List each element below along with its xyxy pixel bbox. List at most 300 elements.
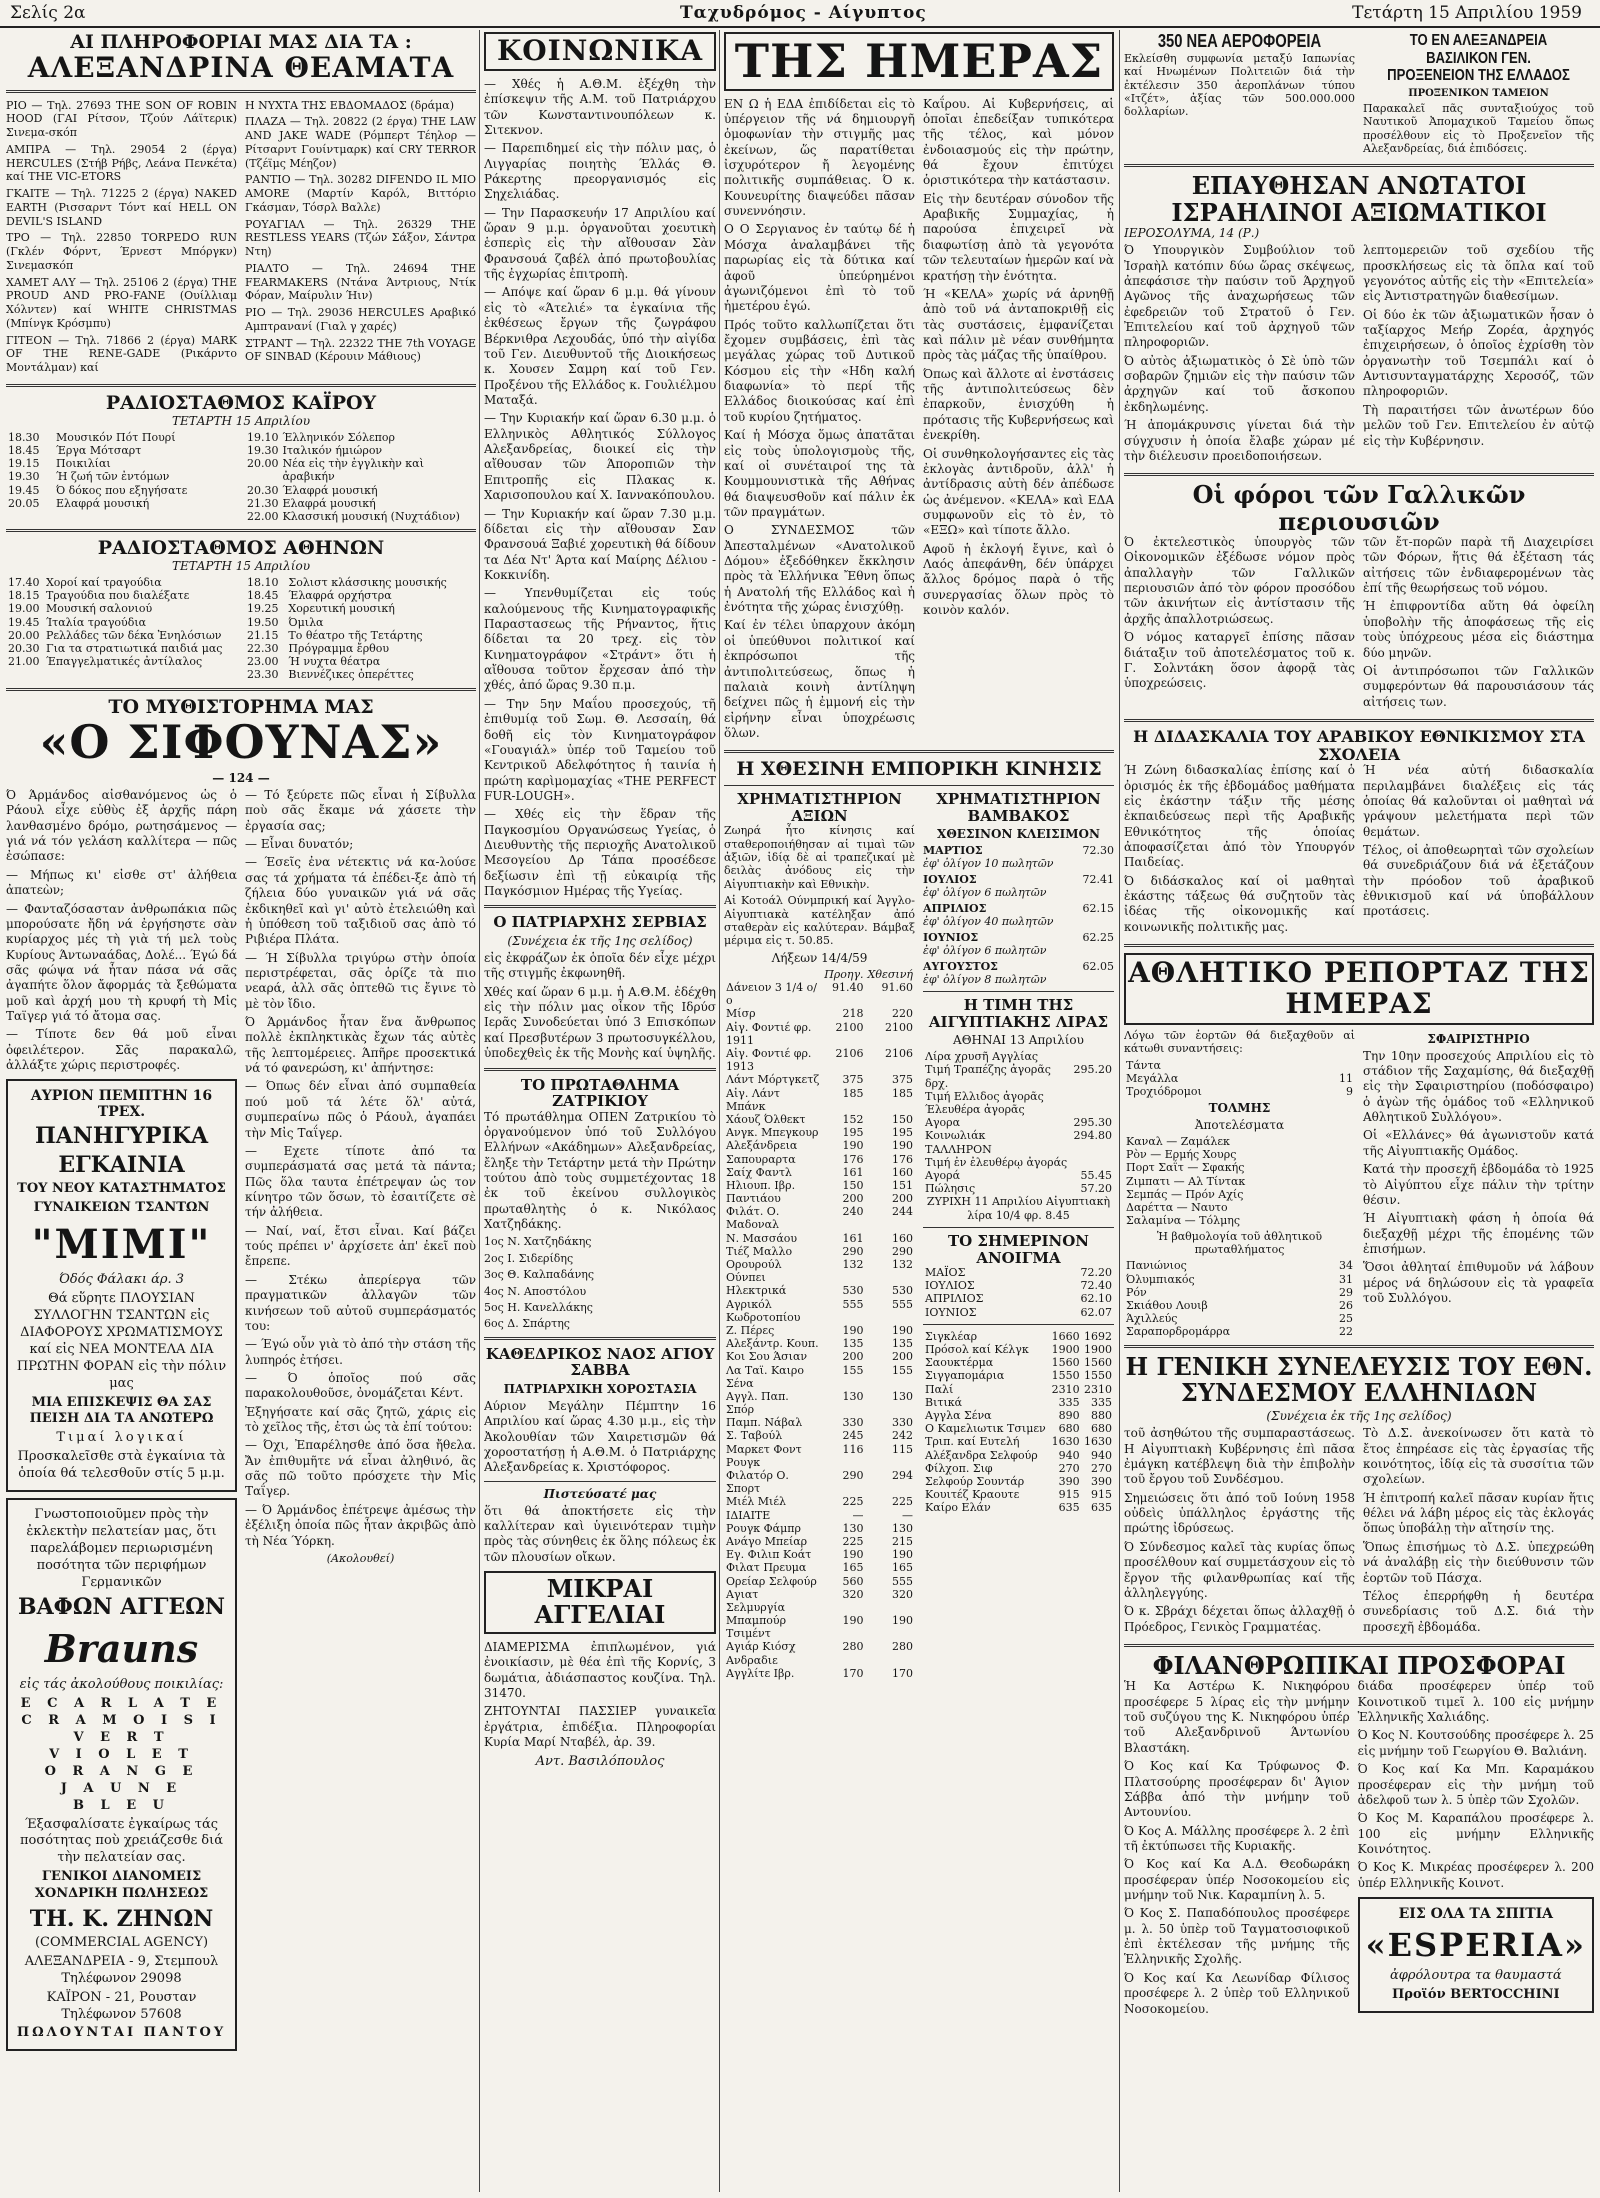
assembly-paragraph: Τὸ Δ.Σ. ἀνεκοίνωσεν ὅτι κατὰ τὸ ἔτος ἐπηρέασε εἰς τὰς ἐργασίας τῆς κοινότητος, ἰδίᾳ εἰς τὰ συσσίτια τῶν σχολείων.	[1363, 1426, 1594, 1487]
cinema-listing: ΡΙΟ — Τηλ. 27693 THE SON OF ROBIN HOOD (ΓΑΙ Ρίτσον, Τζούν Λάϊτερικ) Σινεμα-σκόπ	[6, 98, 237, 140]
radio-slot	[6, 655, 237, 668]
arabic-text-right	[1363, 763, 1594, 938]
stock-row-cell: 165	[842, 1561, 864, 1575]
radio-slot	[245, 457, 476, 483]
stock-row-cell: 390	[1091, 1474, 1112, 1488]
radio-slot-cell: Ρελλάδες τῶν δέκα Ἐνηλόσιων	[45, 628, 222, 642]
radio-slot-cell: 19.45	[8, 615, 40, 629]
stock-row-cell: 170	[842, 1666, 864, 1680]
stock-row-cell: 1560	[1051, 1356, 1080, 1370]
stock-row-cell: Φιλατ Πρευμα	[726, 1561, 807, 1575]
cinema-listing: ΤΡΟ — Τηλ. 22850 TORPEDO RUN (Γκλέν Φόρντ, Έρνεστ Μπόργκν) Σινεμασκόπ	[6, 231, 237, 272]
ad-esperia-title: ΕΙΣ ΟΛΑ ΤΑ ΣΠΙΤΙΑ	[1398, 1906, 1554, 1923]
cotton-month: ΑΠΡΙΛΙΟΣ	[923, 902, 987, 916]
stock-row-cell: 190	[892, 1139, 913, 1153]
small-ad: ΖΗΤΟΥΝΤΑΙ ΠΑΣΣΙΕΡ γυναικεῖα ἐργάτρια, ἐπιδέξια. Πληροφορίαι Κυρία Μαρί Νταβέλ, ἀρ. 39.	[484, 1704, 716, 1749]
radio-slot-cell: 19.50	[247, 615, 279, 629]
sport-result-cell: Ρὸν — Ερμής Χουρς	[1126, 1148, 1237, 1162]
chess-result: 3ος Θ. Καλπαδάνης	[484, 1268, 595, 1282]
pound-row	[923, 1090, 1114, 1103]
stock-row-cell: —	[902, 1508, 913, 1522]
stock-row	[923, 1488, 1114, 1501]
stock-row	[923, 1422, 1114, 1435]
stock-row	[724, 1522, 915, 1535]
small-ad: ΔΙΑΜΕΡΙΣΜΑ ἐπιπλωμένον, γιά ἐνοικίασιν, μὲ θέα ἐπὶ τῆς Κορνίς, 3 δωμάτια, ἀδιάσπαστος κουζίνα. Τηλ. 31470.	[484, 1639, 716, 1700]
stock-row	[724, 1324, 915, 1337]
stock-row	[724, 1047, 915, 1073]
radio-slot-cell: Χορευτική μουσική	[288, 602, 395, 616]
stock-row	[923, 1330, 1114, 1343]
radio-cairo-schedule	[6, 431, 476, 523]
charity-paragraph: Ό Κος καί Κα Τρύφωνος Φ. Πλατσούρης προσέφεραν δι' Άγιον Σάββα ἀπό τὴν μνήμην τοῦ Αντουνίου.	[1124, 1759, 1350, 1820]
stock-row-cell: Τριπ. καί Ευτελή	[925, 1435, 1020, 1449]
cotton-month: ΙΟΥΝΙΟΣ	[923, 931, 979, 945]
opening-row-cell: ΜΑΪΟΣ	[925, 1266, 966, 1280]
sport-result	[1124, 1148, 1355, 1161]
cinema-listing: ΡΙΑΛΤΟ — Τηλ. 24694 THE FEARMAKERS (Ντάνα Άντριους, Ντίκ Φόραν, Μαίρυλιν Ήιν)	[245, 261, 476, 303]
tax-paragraph: Οἱ ἀντιπρόσωποι τῶν Γαλλικῶν συμφερόντων θά παρουσιάσουν τάς αἰτήσεις των.	[1363, 663, 1594, 709]
sport-result-cell: Καναλ — Ζαμάλεκ	[1126, 1135, 1230, 1149]
opening-row-cell: ΙΟΥΝΙΟΣ	[925, 1305, 977, 1319]
stock-row-cell: 890	[1058, 1408, 1080, 1422]
stocks-intro2: Αἱ Κοτοάλ Ούνμπρική καί Ἀγγλο-Αἰγυπτιακὰ κατέληξαν ἀπό σταθερὰν εἰς καλύτεραν. Βάμβαξ μέριμα εἰς τ. 50.85.	[724, 894, 915, 948]
stock-row	[724, 1614, 915, 1640]
stock-row-cell: 190	[892, 1323, 913, 1337]
radio-slot-cell: 21.30	[247, 496, 279, 510]
stock-row-cell: 375	[892, 1073, 913, 1087]
chess-results	[484, 1235, 716, 1330]
stock-row-cell: 176	[842, 1152, 864, 1166]
rule	[1124, 719, 1594, 722]
stocks-header-cell: Προηγ.	[824, 967, 864, 981]
novel-paragraph: — Τό ξεύρετε πῶς εἶναι ἡ Σίβυλλα ποὺ σᾶς ἔκαμε νά χάσετε τὴν ἐργασία σας;	[245, 788, 476, 833]
small-ads	[484, 1640, 716, 1751]
opening-title: ΤΟ ΣΗΜΕΡΙΝΟΝ ΑΝΟΙΓΜΑ	[947, 1232, 1090, 1267]
standing-row	[1124, 1325, 1355, 1338]
charity-paragraph: Ό Κος Κ. Μικρέας προσέφερεν λ. 200 ὑπέρ Ελληνικῆς Κοινοτ.	[1357, 1860, 1594, 1890]
stock-row-cell: 170	[892, 1666, 913, 1680]
stock-row	[724, 1561, 915, 1574]
rule	[484, 1337, 716, 1340]
stock-row	[724, 1640, 915, 1666]
stock-row-cell: 150	[892, 1112, 913, 1126]
cotton-sub: ΧΘΕΣΙΝΟΝ ΚΛΕΙΣΙΜΟΝ	[937, 827, 1100, 842]
consulate-title: ΤΟ ΕΝ ΑΛΕΞΑΝΔΡΕΙΑ ΒΑΣΙΛΙΚΟΝ ΓΕΝ. ΠΡΟΞΕΝΕΙΟΝ ΤΗΣ ΕΛΛΑΔΟΣ	[1387, 32, 1570, 85]
stock-row-cell: Ζ. Πέρες	[726, 1323, 775, 1337]
sport-fixture	[1124, 1072, 1355, 1085]
stock-row-cell: 190	[842, 1139, 864, 1153]
sport-body	[1124, 1029, 1594, 1339]
radio-slot-cell: 18.30	[8, 430, 40, 444]
stock-row-cell: 190	[892, 1548, 913, 1562]
assembly-body	[1124, 1426, 1594, 1638]
assembly-sub: (Συνέχεια ἐκ τῆς 1ης σελίδος)	[1266, 1409, 1452, 1424]
rule	[484, 1068, 716, 1071]
stock-row	[724, 1179, 915, 1192]
column-divider	[1119, 30, 1120, 2192]
ad-brauns-address: ΑΛΕΞΑΝΔΡΕΙΑ - 9, Στεμπουλ Τηλέφωνον 29098	[24, 1953, 219, 1986]
cotton-value: 62.05	[1082, 960, 1114, 974]
radio-slot-cell: 19.30	[247, 444, 279, 458]
sport-paragraph: Την 10ην προσεχούς Απριλίου εἰς τὸ στάδιον τῆς Σαχαμίσης, θά διεξαχθῇ εἰς τὴν Σφαιριστηρίου (ποδόσφαιρο) ὁ ἀγὼν τῆς ὁμάδος τοῦ «Ελληνικοῦ Αθλητικοῦ Συλλόγου».	[1363, 1048, 1594, 1125]
radio-slot-cell: Χοροί καί τραγούδια	[45, 576, 162, 590]
chess-result: 4ος Ν. Αποστόλου	[484, 1284, 587, 1298]
opening-row	[923, 1292, 1114, 1305]
stock-row-cell: 215	[892, 1534, 913, 1548]
opening-row	[923, 1266, 1114, 1279]
novel-paragraph: — Φανταζόσασταν ἀνθρωπάκια πῶς μπορούσατε ἤδη νά ἐργήσηστε σὰν κυρίαρχος μές τὴ γιὰ τή μελ τοὺς Κυρίους Άντωναάδας, Δολέ... Έγώ δά σᾶς φώψα νά ἦταν πάσα νά σᾶς ἀγαπήτε ὅλον ἄφορμάς τὰ ξεθώματα μοῦ καὶ ἀρχή μου τὴ κρυφή τὴ Μἰς Ταϊγερ γιά τό ἄτομα σας.	[6, 901, 237, 1024]
radio-slot	[245, 629, 476, 642]
editorial-paragraph: Καί ἡ Μόσχα ὅμως ἀπατᾶται εἰς τοὺς ὑπολογισμοὺς τῆς, καί οἱ συνέταιροί της τὰ Κουμμουνιστικὰ τῆς Αθήνας θά διαψευσθοῦν καί πάλιν ἐκ τῶν πραγμάτων.	[724, 428, 915, 519]
radio-cairo-date: ΤΕΤΑΡΤΗ 15 Απριλίου	[171, 413, 311, 428]
radio-slot	[245, 668, 476, 681]
sport-result-cell: Σαλαμίνα — Τόλμης	[1126, 1214, 1241, 1228]
cotton-month: ΜΑΡΤΙΟΣ	[923, 844, 983, 858]
cotton-value: 62.25	[1082, 931, 1114, 945]
charity-paragraph: Ό Κος καί Κα Μπ. Καραμάκου προσέφεραν εἰς τὴν μνήμη τοῦ ἀδελφοῦ των λ. 5 ὑπὲρ τῶν Σχολῶν.	[1357, 1762, 1594, 1807]
stock-row	[724, 1139, 915, 1152]
stock-row-cell: 880	[1091, 1408, 1112, 1422]
assembly-paragraph: Ό κ. Σβράχι δέχεται ὅπως ἀλλαχθῇ ὁ Πρόεδρος, Γενικὸς Γραμματέας.	[1124, 1604, 1355, 1634]
radio-slot-cell: Έλληνικόν Σόλεπορ	[282, 430, 396, 444]
stock-row	[724, 1390, 915, 1416]
opening-row-cell: ΙΟΥΛΙΟΣ	[925, 1279, 975, 1293]
stock-row-cell: Σαίχ Φαντλ	[726, 1165, 792, 1179]
sport-paragraph: Κατά τὴν προσεχῆ ἑβδομάδα τὸ 1925 τὸ Αἰγύπτου εἶχε πάλιν τὴν τρίτην θέσιν.	[1363, 1162, 1594, 1207]
social-item: — Την Παρασκευήν 17 Απριλίου καί ὥραν 9 μ.μ. ὀργανοῦται χοευτικὴ ἑσπερὶς εἰς τὴν αἴθουσαν Σὰν Φρανσουά ζαβέλ ἀπό πρωτοβουλίας τῆς ἐγχωρίας ἐπιτροπὴ.	[484, 205, 716, 282]
social-item: — Υπενθυμίζεται εἰς τούς καλούμενους τῆς Κινηματογραφικῆς Παραστασεως τῆς Ρήναντος, ἥτις δίδεται τα 20 τρεχ. εἰς τὸν Κινηματογράφον «Στράντ» ὅτι ἡ αἴθουσα τοῦτον ἔρχεσαν ἀπό τὴν χθές, ἀπό ὥρας 9.30 π.μ.	[484, 586, 716, 693]
radio-slot	[245, 616, 476, 629]
rule	[484, 1481, 716, 1482]
arabic-body	[1124, 763, 1594, 938]
stock-row-cell: 555	[892, 1297, 913, 1311]
editorial-paragraph: Οἱ συνθηκολογήσαντες εἰς τὰς ἐκλογὰς ἀντιδροῦν, ἀλλ' ἡ ἀντίδρασις αὐτὴ δέν ἀπέδωσε ὡς ἀνέμενον. «ΚΕΛΑ» καὶ ΕΔΑ συμφωνοῦν εἰς τὸ ἐν, τὸ «ΕΞΩ» καὶ τίποτε ἄλλο.	[923, 446, 1114, 538]
ad-mimi-prices: Τιμαί λογικαί	[56, 1430, 187, 1446]
novel-paragraph: — Τίποτε δεν θά μοῦ εἶναι ὀφειλέτερον. Σᾶς παρακαλῶ, ἀλλάξτε χώρις περιστροφές.	[6, 1027, 237, 1073]
radio-athens-schedule	[6, 576, 476, 682]
ad-brauns-logo: Brauns	[44, 1626, 199, 1672]
stocks-header	[724, 968, 915, 981]
stock-row-cell: Παλί	[925, 1382, 954, 1396]
pound-table	[923, 1050, 1114, 1195]
tax-title: Οἱ φόροι τῶν Γαλλικῶν περιουσιῶν	[1192, 480, 1526, 536]
sport-result	[1124, 1175, 1355, 1188]
opening-row	[923, 1279, 1114, 1292]
sport-result	[1124, 1188, 1355, 1201]
stock-row-cell: Δάνειον 3 1/4 ο/ο	[726, 981, 817, 1008]
sport-result-cell: Σεμπάς — Πρόν Αχίς	[1126, 1187, 1244, 1201]
stock-row-cell: 555	[842, 1297, 864, 1311]
radio-cairo-left	[6, 431, 237, 510]
stock-row-cell: 1630	[1084, 1435, 1112, 1449]
novel-text-right	[245, 788, 476, 1141]
radio-slot-cell: Μουσική σαλονιού	[45, 602, 153, 616]
small-ads-title-box	[484, 1571, 716, 1634]
ad-brauns-color: V I O L E T	[49, 1746, 194, 1762]
entertainment-title: ΑΛΕΞΑΝΔΡΙΝΑ ΘΕΑΜΑΤΑ	[27, 50, 455, 84]
cinema-listing: ΓΚΑΙΤΕ — Τηλ. 71225 2 (έργα) NAKED EARTH (Ρισσαρντ Τόντ καί HELL ON DEVIL'S ISLAND	[6, 187, 237, 228]
column-divider	[719, 30, 720, 2192]
stock-row-cell: Ανάγο Μπείαρ	[726, 1534, 808, 1548]
stock-row-cell: Ηλιουπ. Ιβρ.	[726, 1178, 796, 1192]
stock-row-cell: 132	[842, 1258, 864, 1271]
radio-slot-cell: Όμιλα	[288, 615, 324, 629]
stock-row-cell: 200	[892, 1192, 913, 1206]
radio-slot	[6, 444, 237, 457]
easter-body: ὅτι θά ἀποκτήσετε εἰς τὴν καλλίτεραν καὶ ὑγιεινότεραν τιμὴν πρὸς τὰς σύνηθεις ἐκ ὅλης πόλεως ἐκ τῶν πλουσίων οἴκων.	[484, 1503, 716, 1564]
stock-row-cell: Αἰγ. Φοντιέ φρ. 1913	[726, 1047, 812, 1074]
sport-result-cell	[1348, 1214, 1355, 1227]
radio-slot-cell: 19.45	[8, 483, 40, 497]
consulate-notice	[1363, 32, 1594, 158]
stock-row-cell: Ηλεκτρικά	[726, 1284, 787, 1298]
radio-slot-cell: Πρόγραμμα ἔρθου	[288, 641, 390, 655]
stock-row-cell: 294	[892, 1469, 913, 1482]
stock-row-cell: 330	[892, 1416, 913, 1430]
church-sub: ΠΑΤΡΙΑΡΧΙΚΗ ΧΟΡΟΣΤΑΣΙΑ	[503, 1381, 697, 1396]
cinema-listing: Η ΝΥΧΤΑ ΤΗΣ ΕΒΔΟΜΑΔΟΣ (δράμα)	[245, 98, 454, 112]
stocks-header-cell	[724, 968, 822, 981]
stock-row-cell: 290	[842, 1244, 864, 1258]
radio-slot-cell: Βιεννέζικες ὁπερέττες	[288, 668, 414, 682]
pound-row-cell: 295.30	[1073, 1116, 1112, 1130]
ad-mimi-visit: ΜΙΑ ΕΠΙΣΚΕΨΙΣ ΘΑ ΣΑΣ ΠΕΙΣΗ ΔΙΑ ΤΑ ΑΝΩΤΕΡΩ	[29, 1394, 214, 1427]
opening-row	[923, 1306, 1114, 1319]
standing-row-cell: 31	[1339, 1272, 1353, 1286]
pound-row-cell	[1072, 1103, 1115, 1116]
opening-row-cell: 62.07	[1080, 1305, 1112, 1319]
ad-brauns-color: B L E U	[73, 1797, 170, 1813]
markets	[724, 791, 1114, 1680]
radio-slot-cell: Ελαφρά μουσική	[55, 496, 150, 510]
rule	[1124, 1644, 1594, 1647]
editorial-paragraph: Ή «ΚΕΛΑ» χωρίς νά ἀρνηθῇ ἀπὸ τοῦ νά ἀνταποκριθῇ εἰς τὰς συστάσεις, ἐμφανίζεται καὶ πάλιν μὲ νέαν συνθήμητα πρὸς τὰς μάζας τῆς ὑπαίθρου.	[923, 286, 1114, 363]
radio-slot-cell: 23.00	[247, 655, 279, 669]
pound-row-cell: 57.20	[1080, 1182, 1112, 1196]
stock-row-cell: 160	[892, 1165, 913, 1179]
tax-paragraph: Ό ἐκτελεστικὸς ὑπουργὸς τῶν Οἰκονομικῶν ἐξέδωσε νόμον πρὸς ἀπαλλαγὴν τῶν Γαλλικῶν περιουσιῶν ἀπό τὸν φόρον προσόδου τῶν ἀκινήτων εἰς ἀντίστασιν τῆς ἀρχῆς ἀπαλλοτριώσεως.	[1124, 535, 1355, 626]
radio-slot	[245, 444, 476, 457]
stock-row-cell: 155	[892, 1363, 913, 1377]
stock-row-cell: 335	[1058, 1395, 1080, 1409]
pound-row-cell: 55.45	[1080, 1168, 1112, 1182]
ad-mimi-brand: "ΜΙΜΙ"	[31, 1221, 212, 1269]
stock-row-cell: Αγγλ. Παπ. Σπόρ	[726, 1389, 789, 1417]
social-item: — Χθές ἡ Α.Θ.Μ. ἐξέχθη τὴν ἐπίσκεψιν τῆς Α.Μ. τοῦ Πατριάρχου τῶν Κωνσταντινουπόλεων κ. Σιτεκνον.	[484, 76, 716, 137]
editorial-paragraph: Καί ἐν τέλει ὑπαρχουν ἀκόμη οἱ ὑπεύθυνοι πολιτικοί καί ἐκπρόσωποι τῆς ἀντιπολιτεύσεως, ὅπως ἡ παλαιὰ κοινὴ ἀντίληψη δείχνει πῶς ἡ ἐμμονή εἰς τὴν εἰρήνην εἶναι ὑποχρέωσις ὅλων.	[724, 618, 915, 740]
sport-result-cell	[1348, 1201, 1355, 1214]
signature: Αντ. Βασιλόπουλος	[535, 1754, 665, 1770]
stock-row-cell: 1560	[1084, 1356, 1112, 1370]
arabic-paragraph: Τέλος, οἱ ἀποθεωρηταὶ τῶν σχολείων θά συνεδριάζουν διά νά ἐξετάζουν τὴν πρόοδον τοῦ ἀραβικοῦ ἐθνικισμοῦ καί νά ὑποβάλλουν προτάσεις.	[1363, 842, 1594, 919]
charity-paragraph: Ό Κος καί Κα Λεωνίδαρ Φίλισος προσέφερε λ. 2 ὑπὲρ τοῦ Ελληνικοῦ Νοσοκομείου.	[1124, 1970, 1350, 2016]
radio-slot-cell: 20.05	[8, 496, 40, 510]
chess-title: ΤΟ ΠΡΩΤΑΘΛΗΜΑ ΖΑΤΡΙΚΙΟΥ	[520, 1075, 680, 1110]
stock-row-cell: Αγιατ Σελμυργία	[726, 1587, 786, 1614]
stock-row-cell: 130	[892, 1389, 913, 1403]
stock-row-cell: 320	[892, 1587, 913, 1601]
novel-kicker: ΤΟ ΜΥΘΙΣΤΟΡΗΜΑ ΜΑΣ	[108, 695, 374, 718]
standing-row	[1124, 1273, 1355, 1286]
cotton-note: ἐφ' ὀλίγον 8 πωλητῶν	[923, 973, 1047, 987]
stock-row-cell: Βιτικά	[925, 1395, 963, 1409]
stock-row-cell: 2106	[835, 1047, 864, 1060]
stock-row-cell: 91.60	[881, 981, 913, 995]
pound-row-cell: Αγορα	[925, 1116, 961, 1130]
stock-row-cell: 1660	[1051, 1329, 1080, 1343]
cotton-month: ΑΥΓΟΥΣΤΟΣ	[923, 960, 998, 974]
ad-brauns-color: E C A R L A T E	[20, 1696, 223, 1712]
novel-paragraph: — Όχι, Ἐπαρέλησθε ἀπό ὅσα ἤθελα. Ἄν ἐπιθυμῆτε νά εἶναι ἀληθινό, ἂς σᾶς πῶ τοῦτο πρόσχετε τὴν Μἰς Ταΐγερ.	[245, 1438, 476, 1499]
radio-slot-cell: 22.00	[247, 509, 279, 523]
stock-row-cell: Φιλατόρ Ο. Σπορτ	[726, 1469, 789, 1496]
stock-row	[923, 1383, 1114, 1396]
sport-title-box	[1124, 953, 1594, 1025]
stock-row-cell: 1900	[1084, 1343, 1112, 1357]
radio-slot-cell: 21.00	[8, 655, 40, 669]
radio-slot	[245, 497, 476, 510]
sport-result-cell: Πορτ Σαΐτ — Σφακής	[1126, 1161, 1245, 1175]
stock-row-cell: 190	[842, 1614, 864, 1628]
stock-row-cell: 245	[842, 1429, 864, 1443]
stock-row-cell: Ανγκ. Μπεγκουρ	[726, 1126, 819, 1140]
pound-row	[923, 1156, 1114, 1169]
opening-row-cell: 72.20	[1080, 1266, 1112, 1280]
easter-title: Πιστεύσατέ μας	[543, 1486, 657, 1501]
standing-row-cell: 29	[1339, 1285, 1353, 1299]
stock-row-cell: Τιέζ Μαλλο	[726, 1244, 793, 1258]
radio-slot	[6, 629, 237, 642]
radio-slot-cell: 22.30	[247, 641, 279, 655]
ad-brauns-color: V E R T	[73, 1730, 170, 1746]
stock-row-cell: Φίλχοπ. Σιφ	[925, 1461, 993, 1475]
rule	[6, 384, 476, 387]
stock-row-cell: 91.40	[832, 981, 864, 995]
stock-row-cell: Αγρικόλ Κωδροτοπίου	[726, 1297, 801, 1324]
stock-row-cell: 135	[892, 1337, 913, 1351]
stock-row-cell: Εγ. Φιλιπ Κοάτ	[726, 1548, 812, 1562]
standing-row-cell: 22	[1339, 1325, 1353, 1339]
tax-paragraph: Ό νόμος καταργεῖ ἐπίσης πᾶσαν διάταξιν τοῦ ἀποτελέσματος τοῦ κ. Γ. Σολντάκη ὅσον ἀφορᾷ τὰς ὑποχρεώσεις.	[1124, 630, 1355, 691]
israel-text-left	[1124, 243, 1355, 467]
rule	[923, 1227, 1114, 1228]
ad-mimi-invite: Προσκαλεῖσθε στὰ ἐγκαίνια τὰ ὁποία θά τελεσθοῦν στίς 5 μ.μ.	[17, 1449, 226, 1482]
radio-slot-cell: Έργα Μότσαρτ	[55, 444, 142, 458]
radio-slot-cell: 18.10	[247, 576, 279, 590]
stock-row-cell: 2310	[1051, 1382, 1080, 1396]
stock-row	[923, 1449, 1114, 1462]
charity-body	[1124, 1679, 1594, 2020]
stock-row-cell: Ο Καμελιωτικ Τσιμεν	[925, 1422, 1046, 1436]
stock-row-cell: 1550	[1084, 1369, 1112, 1383]
ad-brauns-kind: ΒΑΦΩΝ ΑΓΓΕΩΝ	[18, 1594, 225, 1621]
stock-row-cell: 176	[892, 1152, 913, 1166]
editorial-text-right	[923, 97, 1114, 745]
novel-paragraph: — Έσεῖς ἐνα νέτεκτις νά κα-λούσε σας τά χρήματα τά ἐπέδει-ξε ἀπὸ τή ζήλεια δύο γυναικῶν γιά νά σᾶς ἐκδικηθεῖ καὶ γι' αὐτὸ ἐτελειώθη καὶ ἡ ὑπόθεση τοῦ ταξιδιοῦ σας ἀπὸ τό Ριβιέρα Πλάτα.	[245, 855, 476, 947]
ad-mimi	[6, 1079, 237, 1491]
editorial-paragraph: Όπως καὶ ἄλλοτε αἱ ἐνστάσεις τῆς ἀντιπολιτεύσεως δὲν ἐπαρκοῦν, ἐνισχύθη ἡ πρότασις τῆς Κυβερνήσεως καὶ ἐνεκρίθη.	[923, 366, 1114, 443]
social-item: — Χθές εἰς τὴν ἕδραν τῆς Παγκοσμίου Οργανώσεως Υγείας, ὁ Διευθυντὴς τῆς περιοχῆς Ανατολικοῦ Μεσογείου Δρ Τάπα προσέδεσε δεξίωσιν ἐπὶ τῇ εὐκαιρίᾳ τῆς Παγκόσμιον Ημέρας τῆς Υγείας.	[484, 807, 716, 899]
standing-row	[1124, 1286, 1355, 1299]
cinema-list-right	[245, 99, 476, 378]
standing-row-cell: Όλυμπιακός	[1126, 1272, 1195, 1286]
sport-results	[1124, 1135, 1355, 1227]
ad-brauns-footer: ΠΩΛΟΥΝΤΑΙ ΠΑΝΤΟΥ	[16, 2025, 227, 2041]
novel-paragraph: — Έγώ οὖν γιὰ τὸ ἀπό τὴν στάση τῆς λυπηρός ἐτήσει.	[245, 1337, 476, 1367]
church-body: Αύριον Μεγάλην Πέμπτην 16 Απριλίου καί ὥρας 4.30 μ.μ., εἰς τὴν Ἀκολουθίαν τῶν Χαιρετισμῶν θά χοροστατήσῃ ἡ Α.Θ.Μ. ὁ Πατριάρχης Αλεξανδρείας κ. Χριστόφορος.	[484, 1398, 716, 1475]
pound-row-cell	[1072, 1090, 1115, 1103]
pound-row-cell: Τιμή ἐν ἐλευθέρῳ ἀγοράς	[925, 1155, 1068, 1169]
ad-brauns	[6, 1498, 237, 2051]
cinema-listing: ΣΤΡΑΝΤ — Τηλ. 22322 THE 7th VOYAGE OF SINBAD (Κέρουιν Μάθιους)	[245, 336, 476, 364]
sport-result-cell: Δαρέττα — Ναυτο	[1126, 1201, 1228, 1214]
stock-row	[724, 1021, 915, 1047]
novel-continued: (Ακολουθεί)	[326, 1551, 395, 1565]
radio-slot	[6, 484, 237, 497]
cotton-item	[923, 844, 1114, 870]
assembly-text-right	[1363, 1426, 1594, 1638]
stock-row-cell: 152	[842, 1112, 864, 1126]
opening-row-cell: ΑΠΡΙΛΙΟΣ	[925, 1292, 984, 1306]
stock-row-cell: 130	[842, 1389, 864, 1403]
stock-row-cell: 635	[1091, 1501, 1112, 1515]
arabic-paragraph: Ή Ζώνη διδασκαλίας ἐπίσης καί ὁ ὀρισμός ἐκ τῆς ἐβδομάδος μαθήματα εἰς ἐκάστην τάξιν τῆς μέσης ἐκπαιδεύσεως περὶ τῆς Αραβικῆς Εθνικότητος τῆς ὁποίας ἀποφασίζεται ἀπό τὸν Υπουργόν Παιδείας.	[1124, 763, 1355, 870]
stocks-header-cell: Χθεσινή	[867, 967, 913, 981]
stock-row-cell: Ορείαρ Σελφούρ	[726, 1574, 817, 1588]
stock-row-cell: Αγγλα Σένα	[925, 1408, 992, 1422]
stock-row-cell: Χάουζ Όλθεκτ	[726, 1112, 806, 1126]
column-2	[484, 32, 716, 2192]
stock-row	[724, 1298, 915, 1324]
stock-row-cell: Σιγκλέαρ	[925, 1329, 978, 1343]
cotton-section	[923, 791, 1114, 1680]
stock-row-cell: Κουιτέζ Κραουτε	[925, 1488, 1020, 1502]
sport-standings	[1124, 1259, 1355, 1338]
stock-row-cell: 280	[842, 1640, 864, 1654]
assembly-paragraph: Ό Σύνδεσμος καλεῖ τὰς κυρίας ὅπως προσέλθουν καί συμμετάσχουν εἰς τὸ ἔργον τῆς φιλανθρωπίας καί τῆς ἀλληλεγγύης.	[1124, 1539, 1355, 1600]
cotton-item	[923, 931, 1114, 957]
pound-row	[923, 1116, 1114, 1129]
cinema-listing: ΓΙΤΕΟΝ — Τηλ. 71866 2 (έργα) MARK OF THE RENE-GADE (Ρικάρντο Μοντάλμαν) καί	[6, 333, 237, 375]
stock-row	[724, 1535, 915, 1548]
pound-row	[923, 1103, 1114, 1116]
stocks-table	[724, 968, 915, 1680]
ad-brauns-color: O R A N G E	[44, 1763, 199, 1779]
stocks-date: Λήξεων 14/4/59	[771, 950, 868, 965]
standing-row-cell: Πανιώνιος	[1126, 1259, 1187, 1273]
tax-text-left	[1124, 535, 1355, 713]
stock-row-cell: 225	[892, 1495, 913, 1509]
stock-row-cell: Αλεξάνδρεια	[726, 1139, 798, 1153]
tax-text-right	[1363, 535, 1594, 713]
stock-row-cell: 555	[892, 1574, 913, 1588]
pound-row-cell: ΤΑΛΛΗΡΟΝ	[925, 1142, 992, 1156]
radio-slot-cell: 19.30	[8, 470, 40, 484]
ad-brauns-intro: Γνωστοποιοῦμεν πρὸς τὴν ἐκλεκτὴν πελατείαν μας, ὅτι παρελάβομεν περιωρισμένη ποσότητα τῶν περιφήμων Γερμανικῶν	[26, 1506, 217, 1590]
stock-row	[923, 1396, 1114, 1409]
chess-result: 6ος Δ. Σπάρτης	[484, 1317, 570, 1331]
israel-paragraph: λεπτομερειῶν τοῦ σχεδίου τῆς προσκλήσεως εἰς τὰ ὅπλα καί τοῦ γεγονότος αὐτῆς εἰς τὴν «Επιτελεία» εἰς Ἀντιστρατηγῶν διαθεσίμων.	[1363, 243, 1594, 304]
zurich-rate: ΖΥΡΙΧΗ 11 Απριλίου Αἰγυπτιακὴ λίρα 10/4 φρ. 8.45	[926, 1195, 1111, 1222]
sport-result-cell	[1348, 1148, 1355, 1161]
radio-slot	[6, 616, 237, 629]
stock-row-cell: Αγιάρ Κιόσχ Ανδραδιε	[726, 1640, 796, 1667]
sport-fixtures	[1124, 1059, 1355, 1099]
ad-mimi-line3: ΤΟΥ ΝΕΟΥ ΚΑΤΑΣΤΗΜΑΤΟΣ	[17, 1181, 226, 1197]
radio-cairo-title: ΡΑΔΙΟΣΤΑΘΜΟΣ ΚΑΪΡΟΥ	[105, 391, 377, 414]
stock-row-cell: 940	[1058, 1448, 1080, 1462]
radio-slot-cell: Ίταλία τραγούδια	[45, 615, 147, 629]
